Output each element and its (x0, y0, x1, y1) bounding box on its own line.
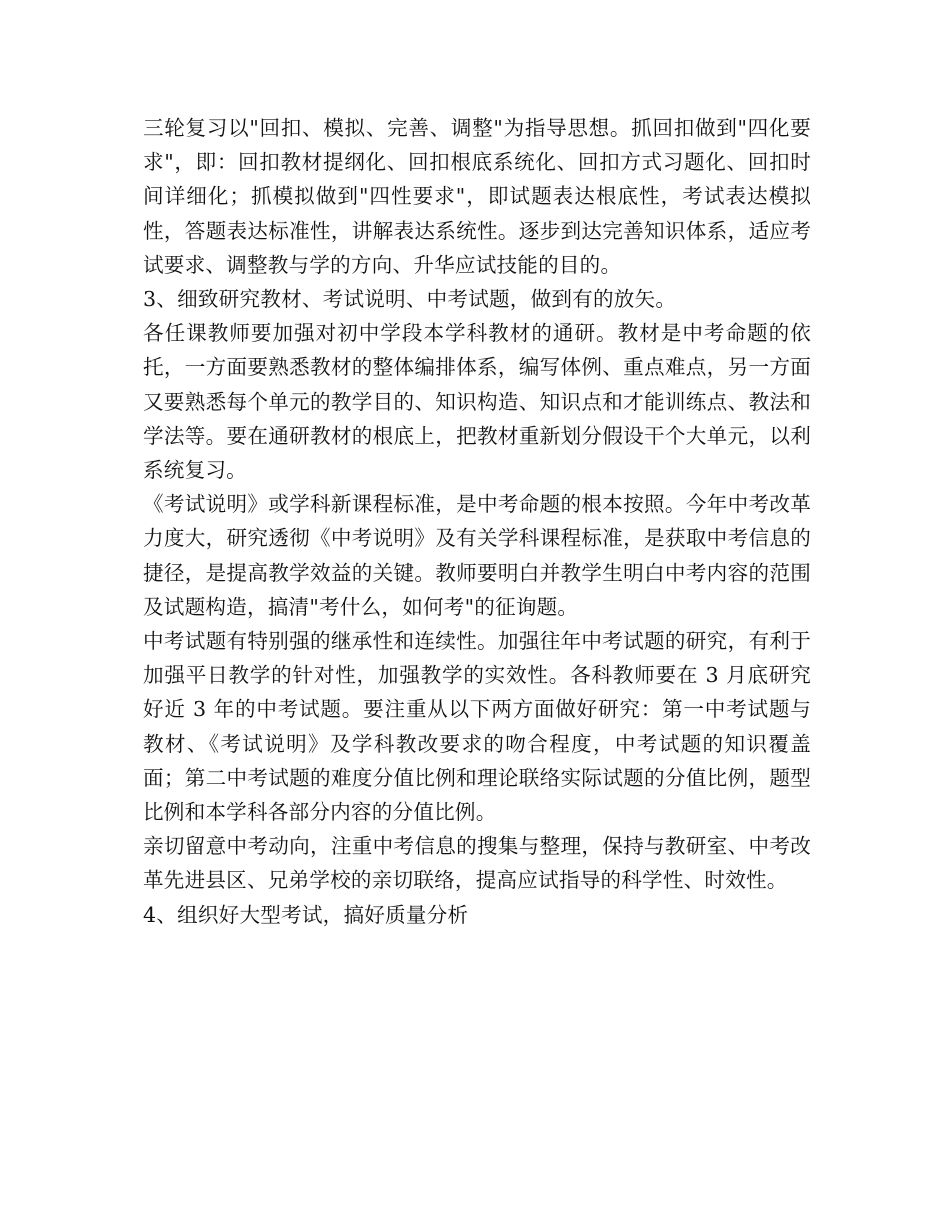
heading-organize-exams: 4、组织好大型考试，搞好质量分析 (143, 902, 469, 927)
document-body (143, 111, 811, 932)
paragraph-textbook-study: 各任课教师要加强对初中学段本学科教材的通研。教材是中考命题的依托，一方面要熟悉教材的整体编排体系，编写体例、重点难点，另一方面又要熟悉每个单元的教学目的、知识构造、知识点和才能训练点、教法和学法等。要在通研教材的根底上，把教材重新划分假设干个大单元，以利系统复习。 (143, 321, 811, 483)
paragraph-exam-questions: 中考试题有特别强的继承性和连续性。加强往年中考试题的研究，有利于加强平日教学的针对性，加强教学的实效性。各科教师要在 3 月底研究好近 3 年的中考试题。要注重从以下两方面做好研究：第一中考试题与教材、《考试说明》及学科教改要求的吻合程度，中考试题的知识覆盖面；第二中考试题的难度分值比例和理论联络实际试题的分值比例，题型比例和本学科各部分内容的分值比例。 (143, 629, 811, 825)
heading-study-materials: 3、细致研究教材、考试说明、中考试题，做到有的放矢。 (143, 287, 677, 312)
paragraph-exam-description: 《考试说明》或学科新课程标准，是中考命题的根本按照。今年中考改革力度大，研究透彻《中考说明》及有关学科课程标准，是获取中考信息的捷径，是提高教学效益的关键。教师要明白并教学生明白中考内容的范围及试题构造，搞清"考什么，如何考"的征询题。 (143, 492, 811, 619)
paragraph-review-guideline: 三轮复习以"回扣、模拟、完善、调整"为指导思想。抓回扣做到"四化要求"，即：回扣教材提纲化、回扣根底系统化、回扣方式习题化、回扣时间详细化；抓模拟做到"四性要求"，即试题表达根底性，考试表达模拟性，答题表达标准性，讲解表达系统性。逐步到达完善知识体系，适应考试要求、调整教与学的方向、升华应试技能的目的。 (143, 116, 811, 277)
paragraph-exam-trends: 亲切留意中考动向，注重中考信息的搜集与整理，保持与教研室、中考改革先进县区、兄弟学校的亲切联络，提高应试指导的科学性、时效性。 (143, 834, 811, 893)
